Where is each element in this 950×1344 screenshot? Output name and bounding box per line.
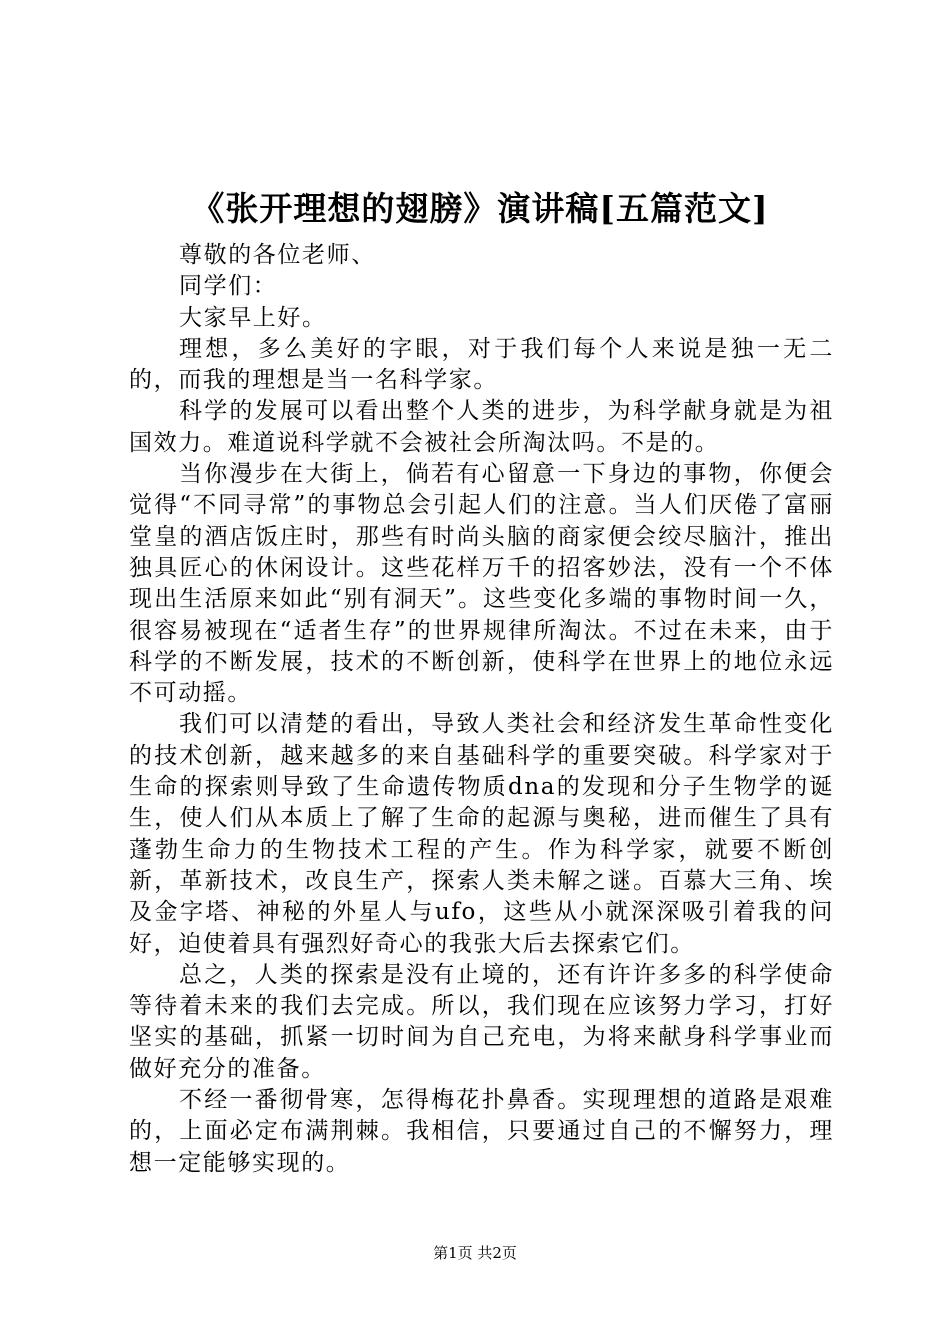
paragraph: 同学们： <box>179 273 278 300</box>
paragraph: 理想，多么美好的字眼，对于我们每个人来说是独一无二的，而我的理想是当一名科学家。 <box>129 335 834 394</box>
document-body <box>129 240 834 1179</box>
document-title: 《张开理想的翅膀》演讲稿[五篇范文] <box>191 189 769 228</box>
paragraph: 不经一番彻骨寒，怎得梅花扑鼻香。实现理想的道路是艰难的，上面必定布满荆棘。我相信，只要通过自己的不懈努力，理想一定能够实现的。 <box>129 1087 834 1176</box>
paragraph: 尊敬的各位老师、 <box>179 242 376 268</box>
paragraph: 大家早上好。 <box>179 304 327 331</box>
paragraph: 我们可以清楚的看出，导致人类社会和经济发生革命性变化的技术创新，越来越多的来自基础科学的重要突破。科学家对于生命的探索则导致了生命遗传物质dna的发现和分子生物学的诞生，使人们从本质上了解了生命的起源与奥秘，进而催生了具有蓬勃生命力的生物技术工程的产生。作为科学家，就要不断创新，革新技术，改良生产，探索人类未解之谜。百慕大三角、埃及金字塔、神秘的外星人与ufo，这些从小就深深吸引着我的问好，迫使着具有强烈好奇心的我张大后去探索它们。 <box>129 711 834 957</box>
paragraph: 科学的发展可以看出整个人类的进步，为科学献身就是为祖国效力。难道说科学就不会被社会所淘汰吗。不是的。 <box>129 398 834 456</box>
paragraph: 总之，人类的探索是没有止境的，还有许许多多的科学使命等待着未来的我们去完成。所以，我们现在应该努力学习，打好坚实的基础，抓紧一切时间为自己充电，为将来献身科学事业而做好充分的准备。 <box>129 961 834 1082</box>
paragraph: 当你漫步在大街上，倘若有心留意一下身边的事物，你便会觉得“不同寻常”的事物总会引起人们的注意。当人们厌倦了富丽堂皇的酒店饭庄时，那些有时尚头脑的商家便会绞尽脑汁，推出独具匠心的休闲设计。这些花样万千的招客妙法，没有一个不体现出生活原来如此“别有洞天”。这些变化多端的事物时间一久，很容易被现在“适者生存”的世界规律所淘汰。不过在未来，由于科学的不断发展，技术的不断创新，使科学在世界上的地位永远不可动摇。 <box>129 461 834 707</box>
page-number-footer: 第1页 共2页 <box>433 1244 517 1262</box>
